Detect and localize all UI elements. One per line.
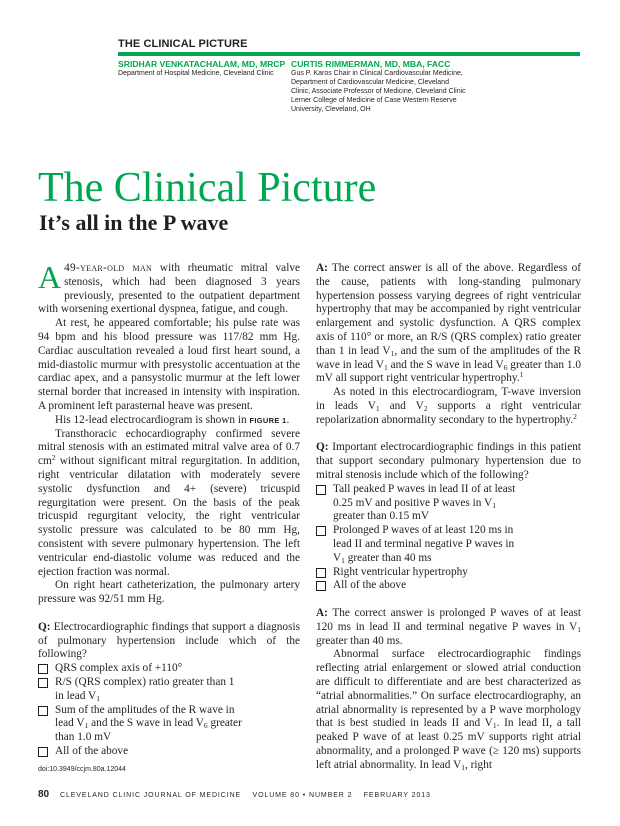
subscript: 2 — [423, 403, 428, 413]
subscript: 1 — [577, 624, 581, 634]
subscript: 1 — [375, 403, 380, 413]
question-1 — [38, 621, 300, 662]
option-text: lead II and terminal negative P waves in — [333, 537, 515, 550]
option-text: All of the above — [55, 744, 129, 757]
spacer — [316, 593, 581, 607]
text-run: As noted in this electrocardiogram, T-wave inversion in leads V — [316, 386, 581, 412]
question-2 — [316, 441, 581, 482]
text-run: with rheumatic mitral valve stenosis, which had been diagnosed 3 years previously, presented to the outpatient department with worsening exertional dyspnea, fatigue, and cough. — [38, 262, 300, 316]
option-text: Right ventricular hypertrophy — [333, 565, 468, 578]
answer-2 — [316, 607, 581, 648]
doi[interactable]: doi:10.3949/ccjm.80a.12044 — [38, 766, 126, 773]
subscript: 6 — [203, 721, 208, 731]
answer-label: A: — [316, 606, 328, 619]
volume: VOLUME 80 — [252, 792, 300, 799]
paragraph-cath: On right heart catheterization, the pulmonary artery pressure was 92/51 mm Hg. — [38, 579, 300, 606]
author-affiliation-line: University, Cleveland, OH — [291, 106, 371, 114]
subscript: 1 — [84, 721, 89, 731]
subscript: 1 — [492, 500, 496, 510]
text-run: and the S wave in lead V — [387, 358, 504, 371]
author-affiliation-line: Department of Hospital Medicine, Cleveland Clinic — [118, 70, 274, 77]
text-run: . — [286, 413, 290, 426]
text-run: Abnormal surface electrocardiographic findings reflecting atrial enlargement or slowed atrial conduction are difficult to differentiate and are best characterized as “atrial abnormalities.” On surface electrocardiography, an atrial abnormality is represented by a P wave morphology that is best studied in leads II and V — [316, 648, 581, 730]
author-affiliation-line: Clinic; Associate Professor of Medicine, Cleveland Clinic — [291, 88, 466, 96]
option-text: All of the above — [333, 579, 407, 592]
answer-1 — [316, 262, 581, 386]
question-2-option-1 — [316, 483, 581, 524]
text-run: Electrocardiographic findings that support a diagnosis of pulmonary hypertension include which of the following? — [38, 620, 300, 661]
option-text: than 1.0 mV — [55, 731, 112, 744]
option-text: in lead V — [55, 689, 97, 702]
text-run: , right — [465, 758, 492, 771]
text-run: without significant mitral regurgitation. In addition, right ventricular dilatation with moderately severe systolic dysfunction and 4+ (severe) tricuspid regurgitation were present. On the basis of the peak tricuspid regurgitant velocity, the right ventricular systolic pressure was calculated to be 80 mm Hg, consistent with severe pulmonary hypertension. The left ventricular end-diastolic volume was reduced and the ejection fraction was normal. — [38, 455, 300, 578]
subscript: 1 — [384, 362, 388, 372]
author-affiliation-1 — [118, 69, 290, 78]
page-footer — [38, 789, 431, 800]
right-column — [316, 262, 581, 772]
journal-name: CLEVELAND CLINIC JOURNAL OF MEDICINE — [59, 792, 242, 799]
bullet-separator: • — [302, 792, 307, 799]
subscript: 1 — [461, 762, 465, 772]
checkbox-icon — [38, 747, 48, 757]
subscript: 1 — [390, 348, 395, 358]
paragraph-case-intro — [38, 259, 300, 317]
author-block-2 — [291, 59, 491, 114]
article-title: The Clinical Picture — [38, 165, 377, 211]
text-run: . In lead II, a tall peaked P wave of at least 0.25 mV supports right atrial abnormality, and a prolonged P wave (≥ 120 ms) supports left atrial abnormality. In lead V — [316, 717, 582, 771]
author-affiliation-line: Department of Cardiovascular Medicine, Cleveland — [291, 79, 449, 87]
option-text: greater — [207, 717, 242, 730]
text-run: supports a right ventricular repolarization abnormality secondary to the hypertrophy. — [316, 399, 581, 426]
paragraph-exam: At rest, he appeared comfortable; his pulse rate was 94 bpm and his blood pressure was 117/82 mm Hg. Cardiac auscultation revealed a loud first heart sound, a mid-diastolic murmur with presystolic accentuation at the cardiac apex, and a pansystolic murmur at the left lower sternal border that increased in intensity with inspiration. A prominent left parasternal heave was present. — [38, 317, 300, 412]
paragraph-t-wave — [316, 386, 581, 427]
paragraph-echo — [38, 428, 300, 580]
text-run: greater than 40 ms. — [316, 634, 403, 647]
text-run: and V — [379, 399, 424, 412]
author-name-1: SRIDHAR VENKATACHALAM, MD, MRCP — [118, 59, 286, 69]
option-text: QRS complex axis of +110° — [55, 662, 183, 675]
option-text: lead V — [55, 717, 85, 730]
issue-number: NUMBER 2 — [308, 792, 353, 799]
option-text: R/S (QRS complex) ratio greater than 1 — [55, 675, 235, 688]
subscript: 1 — [96, 693, 100, 703]
issue-date: FEBRUARY 2013 — [363, 792, 431, 799]
subscript: 1 — [492, 721, 497, 731]
text-run: Important electrocardiographic findings in this patient that support secondary pulmonary hypertension due to mitral stenosis include which of the following? — [316, 441, 581, 481]
question-2-option-4 — [316, 579, 581, 593]
spacer — [38, 607, 300, 621]
section-rule — [118, 52, 580, 56]
text-run: Transthoracic echocardiography confirmed severe mitral stenosis with an estimated mitral valve area of 0.7 cm — [38, 427, 300, 468]
question-1-option-3 — [38, 704, 300, 745]
option-text: and the S wave in lead V — [88, 717, 204, 730]
reference-superscript[interactable]: 1 — [519, 370, 524, 380]
option-text: 0.25 mV and positive P waves in V — [333, 496, 493, 509]
checkbox-icon — [316, 568, 326, 578]
checkbox-icon — [38, 664, 48, 674]
lead-in-caps: 49-year-old man — [64, 262, 153, 274]
author-affiliation-line: Lerner College of Medicine of Case Western Reserve — [291, 97, 457, 105]
checkbox-icon — [316, 526, 326, 536]
answer-label: A: — [316, 262, 328, 274]
text-run: greater than 1.0 mV all support right ventricular hypertrophy. — [316, 358, 581, 385]
option-text: greater than 0.15 mV — [333, 510, 429, 523]
article-subtitle: It’s all in the P wave — [39, 210, 229, 235]
checkbox-icon — [38, 678, 48, 688]
question-1-option-2 — [38, 676, 300, 704]
text-run: , and the sum of the amplitudes of the R wave in lead V — [316, 344, 581, 371]
option-text: greater than 40 ms — [344, 551, 432, 564]
question-label: Q: — [316, 441, 329, 454]
question-label: Q: — [38, 620, 51, 633]
spacer — [316, 428, 581, 442]
superscript: 2 — [51, 453, 56, 463]
subscript: 6 — [503, 362, 508, 372]
option-text: Prolonged P waves of at least 120 ms in — [333, 524, 514, 537]
option-text: Sum of the amplitudes of the R wave in — [55, 703, 235, 716]
text-run: His 12-lead electrocardiogram is shown in — [55, 413, 250, 426]
section-label: THE CLINICAL PICTURE — [118, 38, 248, 50]
checkbox-icon — [316, 581, 326, 591]
author-affiliation-line: Gus P. Karos Chair in Clinical Cardiovascular Medicine, — [291, 70, 463, 77]
option-text: Tall peaked P waves in lead II of at least — [333, 482, 516, 495]
question-1-option-4 — [38, 745, 300, 759]
author-affiliation-2 — [291, 69, 491, 114]
option-text: V — [333, 551, 342, 564]
question-2-option-2 — [316, 524, 581, 565]
reference-superscript[interactable]: 2 — [573, 411, 577, 421]
checkbox-icon — [316, 485, 326, 495]
question-2-option-3 — [316, 566, 581, 580]
author-name-2: CURTIS RIMMERMAN, MD, MBA, FACC — [291, 59, 451, 69]
subscript: 1 — [341, 555, 345, 565]
page-number: 80 — [38, 789, 50, 800]
paragraph-ecg — [38, 414, 300, 428]
left-column — [38, 259, 300, 759]
author-block-1 — [118, 59, 290, 78]
question-1-option-1 — [38, 662, 300, 676]
text-run: The correct answer is prolonged P waves of at least 120 ms in lead II and terminal negative P waves in V — [316, 606, 581, 633]
text-run: The correct answer is all of the above. Regardless of the cause, patients with long-standing pulmonary hypertension possess varying degrees of right ventricular hypertrophy that may be accompanied by right ventricular enlargement and systolic dysfunction. A QRS complex axis of 110° or more, an R/S (QRS complex) ratio greater than 1 in lead V — [316, 262, 581, 357]
figure-reference-link[interactable]: FIGURE 1 — [249, 415, 287, 425]
drop-cap: A — [38, 259, 62, 295]
checkbox-icon — [38, 706, 48, 716]
paragraph-atrial — [316, 648, 581, 772]
